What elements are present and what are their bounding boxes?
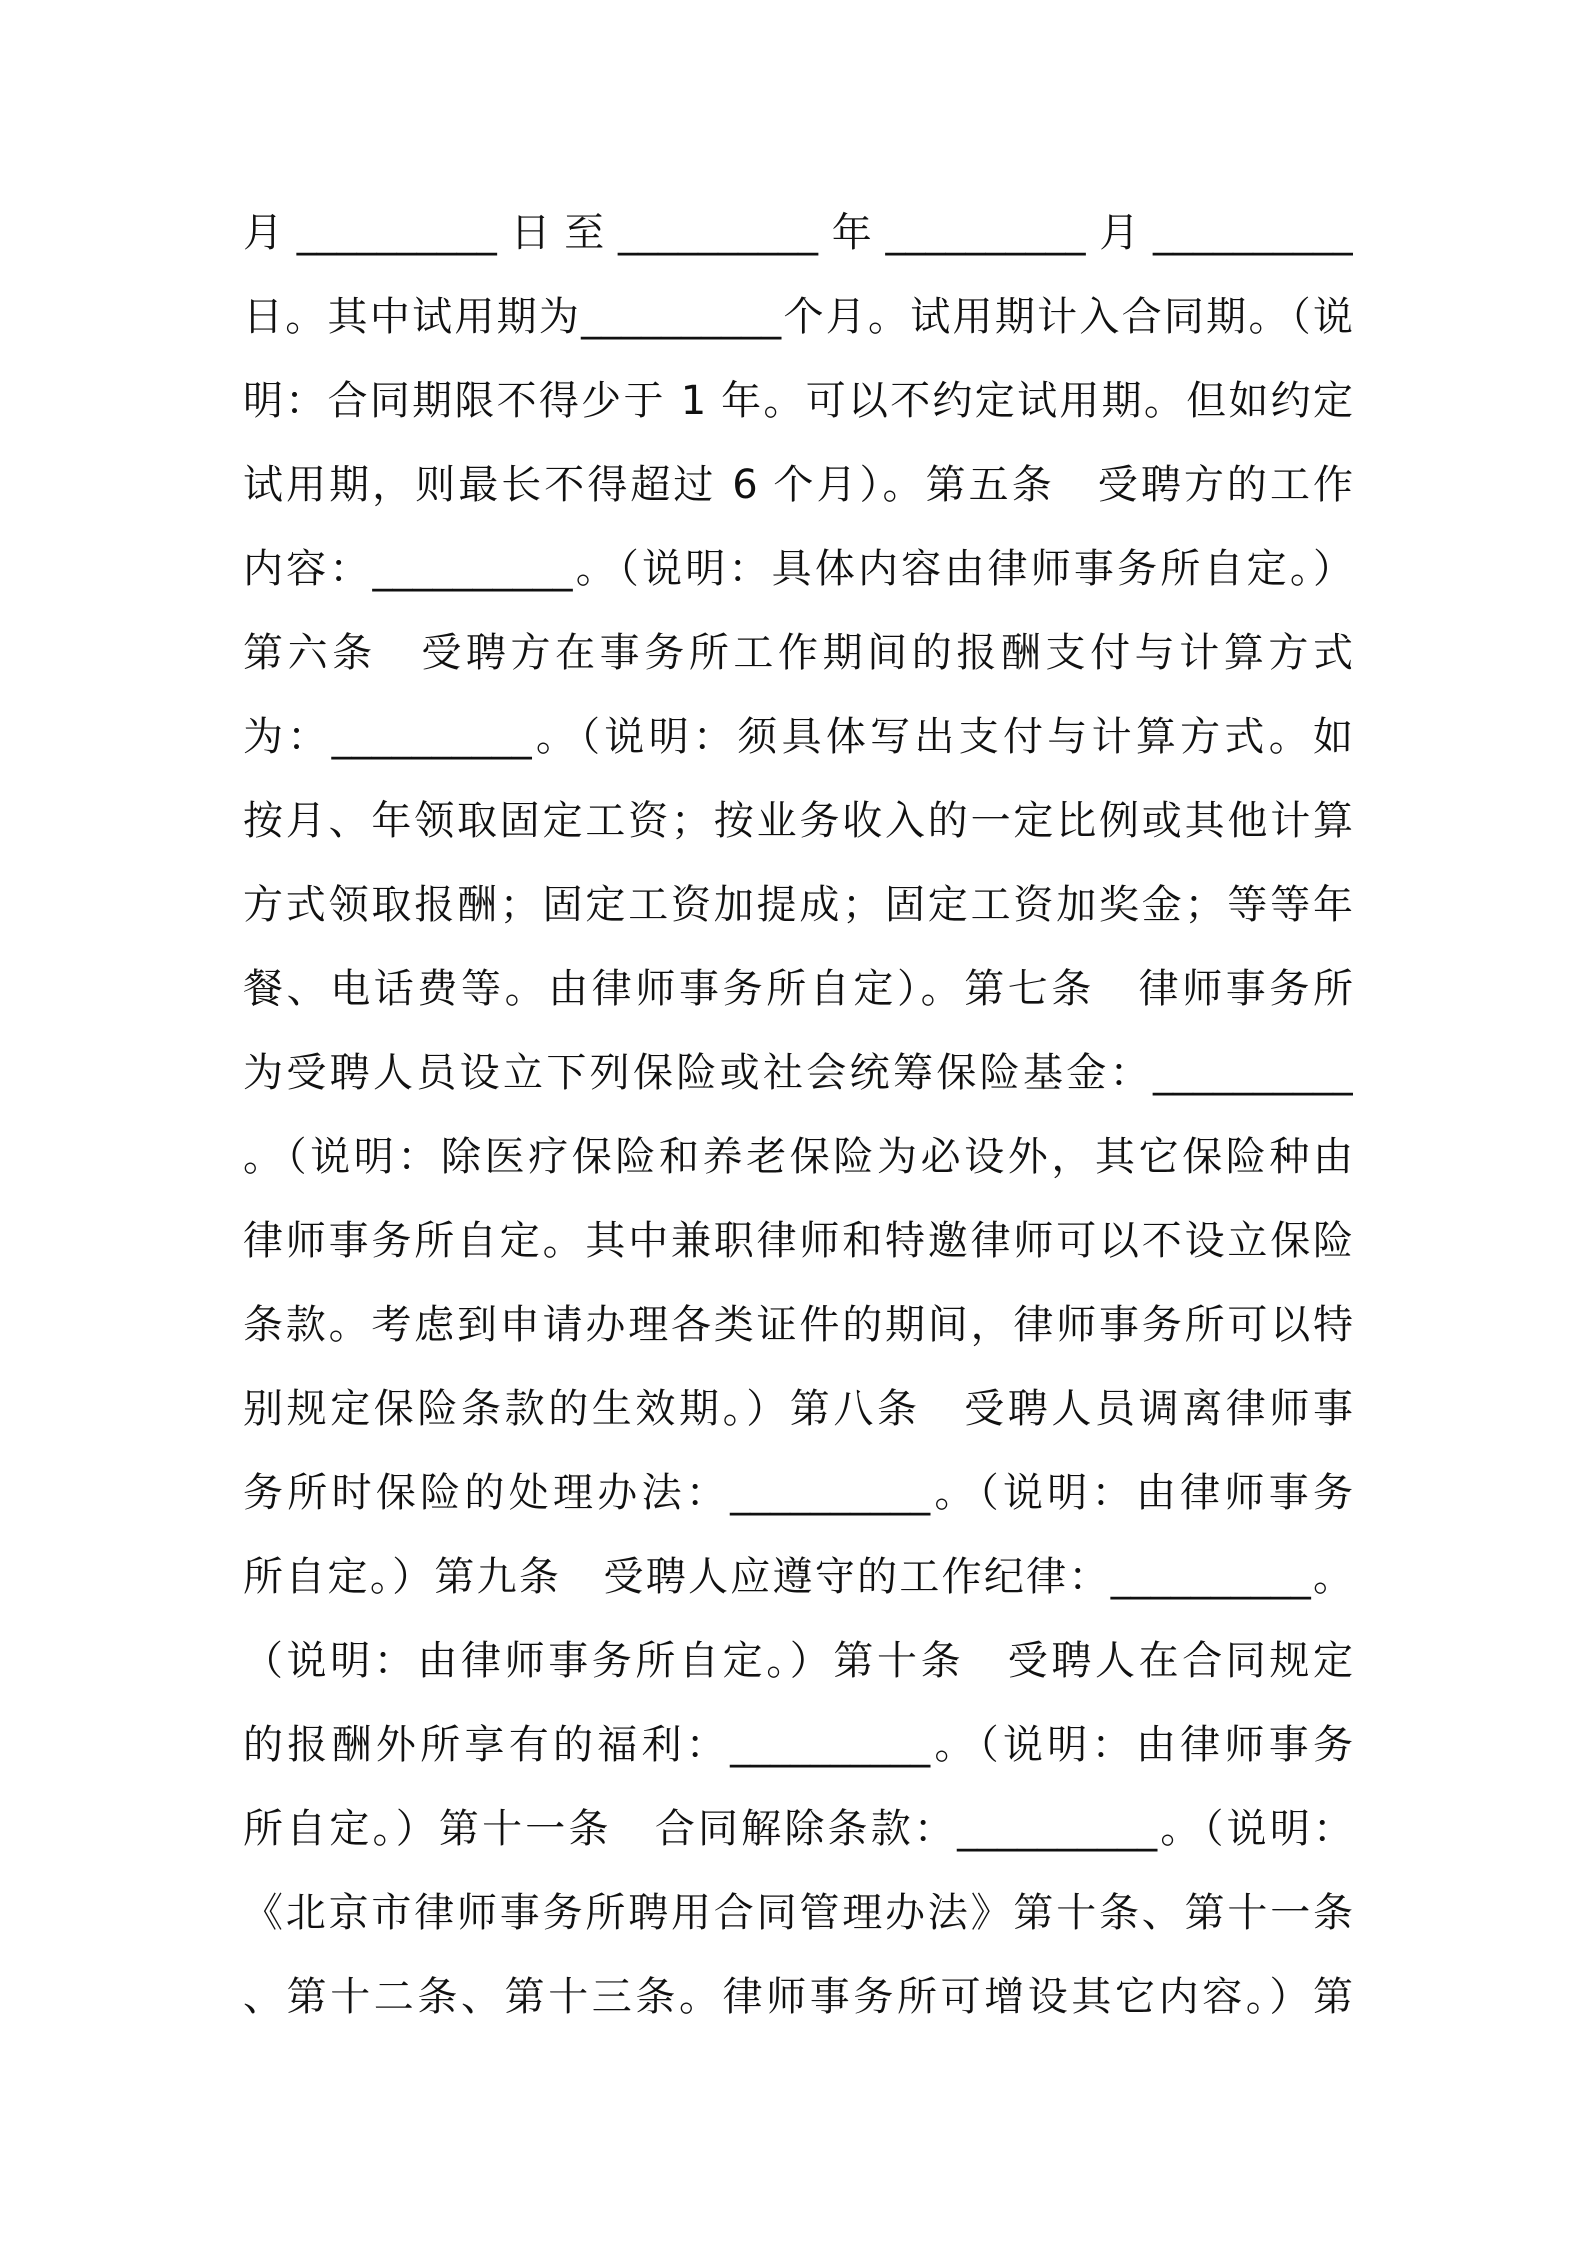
text-line: 所自定。）第十一条 合同解除条款：__________。（说明： — [243, 1806, 1353, 1852]
text-line: 所自定。）第九条 受聘人应遵守的工作纪律：__________。 — [243, 1554, 1353, 1600]
text-line: 的报酬外所享有的福利：__________。（说明：由律师事务 — [243, 1722, 1353, 1768]
text-line: 务所时保险的处理办法：__________。（说明：由律师事务 — [243, 1470, 1353, 1516]
text-line: 月__________日至__________年__________月__________ — [243, 210, 1353, 256]
text-line: 日。其中试用期为__________个月。试用期计入合同期。（说 — [243, 294, 1353, 340]
text-line: 律师事务所自定。其中兼职律师和特邀律师可以不设立保险 — [243, 1218, 1353, 1264]
text-line: 明：合同期限不得少于 1 年。可以不约定试用期。但如约定 — [243, 378, 1353, 424]
text-line: 餐、电话费等。由律师事务所自定）。第七条 律师事务所 — [243, 966, 1353, 1012]
text-line: 条款。考虑到申请办理各类证件的期间，律师事务所可以特 — [243, 1302, 1353, 1348]
text-line: （说明：由律师事务所自定。）第十条 受聘人在合同规定 — [243, 1638, 1353, 1684]
text-line: 别规定保险条款的生效期。）第八条 受聘人员调离律师事 — [243, 1386, 1353, 1432]
text-line: 。（说明：除医疗保险和养老保险为必设外，其它保险种由 — [243, 1134, 1353, 1180]
text-line: 按月、年领取固定工资；按业务收入的一定比例或其他计算 — [243, 798, 1353, 844]
text-line: 为受聘人员设立下列保险或社会统筹保险基金：__________ — [243, 1050, 1353, 1096]
text-line: 方式领取报酬；固定工资加提成；固定工资加奖金；等等年 — [243, 882, 1353, 928]
text-line: 第六条 受聘方在事务所工作期间的报酬支付与计算方式 — [243, 630, 1353, 676]
text-line: 《北京市律师事务所聘用合同管理办法》第十条、第十一条 — [243, 1890, 1353, 1936]
text-line: 为：__________。（说明：须具体写出支付与计算方式。如 — [243, 714, 1353, 760]
text-line: 试用期，则最长不得超过 6 个月）。第五条 受聘方的工作 — [243, 462, 1353, 508]
text-line: 、第十二条、第十三条。律师事务所可增设其它内容。）第 — [243, 1974, 1353, 2020]
text-line: 内容：__________。（说明：具体内容由律师事务所自定。） — [243, 546, 1353, 592]
